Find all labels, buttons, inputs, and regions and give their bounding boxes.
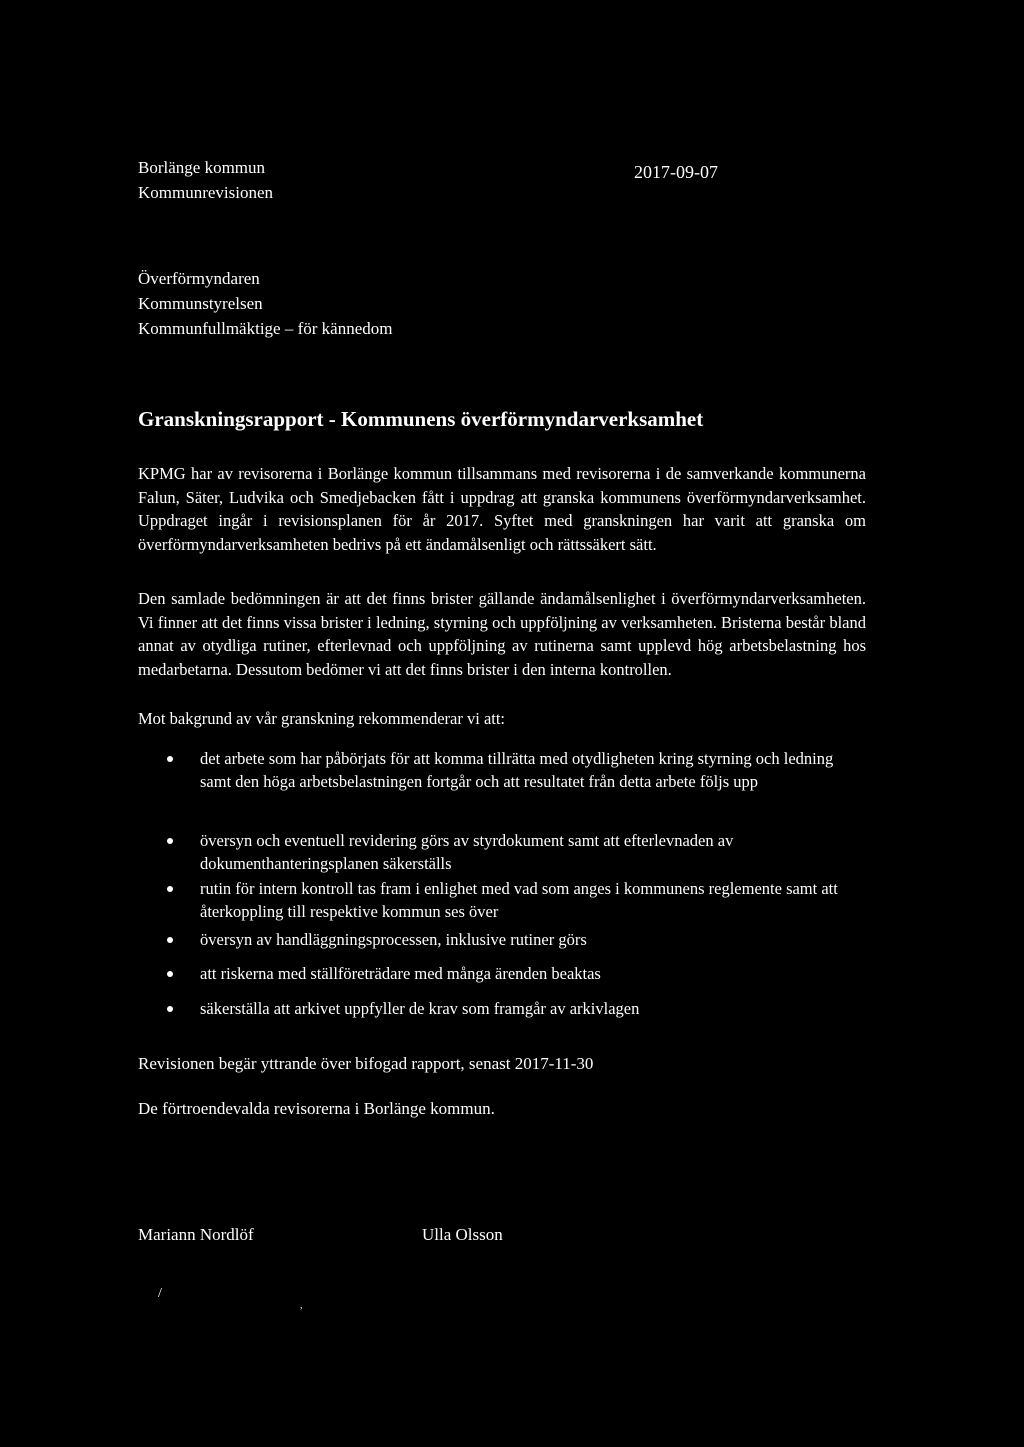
bullet-icon: [167, 937, 173, 943]
sender-block: [138, 155, 538, 205]
bullet-icon: [167, 1006, 173, 1012]
list-item: [138, 830, 866, 878]
list-item-text: rutin för intern kontroll tas fram i enlighet med vad som anges i kommunens reglemente samt att återkoppling till respektive kommun ses över: [200, 879, 838, 921]
paragraph-assessment: Den samlade bedömningen är att det finns brister gällande ändamålsenlighet i överförmyndarverksamheten. Vi finner att det finns vissa brister i ledning, styrning och uppföljning av verksamheten. Bristerna består bland annat av otydliga rutiner, efterlevnad och uppföljning av rutinerna samt upplevd hög arbetsbelastning hos medarbetarna. Dessutom bedömer vi att det finns brister i den interna kontrollen.: [138, 589, 866, 679]
statement-request: Revisionen begär yttrande över bifogad rapport, senast 2017-11-30: [138, 1054, 594, 1073]
sender-department: Kommunrevisionen: [138, 183, 274, 202]
sender-organization: Borlänge kommun: [138, 158, 266, 177]
bullet-icon: [167, 971, 173, 977]
recommendations-list: [138, 748, 866, 1028]
list-item-text: säkerställa att arkivet uppfyller de krav som framgår av arkivlagen: [200, 999, 640, 1018]
signatory-name: Mariann Nordlöf: [138, 1225, 254, 1244]
signoff: De förtroendevalda revisorerna i Borlänge kommun.: [138, 1099, 495, 1118]
bullet-icon: [167, 886, 173, 892]
list-item-text: översyn och eventuell revidering görs av styrdokument samt att efterlevnaden av dokumenthanteringsplanen säkerställs: [200, 831, 734, 873]
list-item-text: att riskerna med ställföreträdare med många ärenden beaktas: [200, 964, 601, 983]
list-item-text: översyn av handläggningsprocessen, inklusive rutiner görs: [200, 930, 587, 949]
recipients-block: [138, 266, 638, 341]
list-item: [138, 878, 866, 929]
signature-mark: ,: [300, 1300, 303, 1311]
list-item: [138, 748, 866, 830]
document-title: Granskningsrapport - Kommunens överförmyndarverksamhet: [138, 407, 704, 431]
list-item: [138, 963, 866, 998]
bullet-icon: [167, 756, 173, 762]
signatory-name: Ulla Olsson: [422, 1225, 503, 1244]
document-date: 2017-09-07: [634, 162, 718, 182]
signature-mark: /: [158, 1286, 162, 1301]
list-item-text: det arbete som har påbörjats för att komma tillrätta med otydligheten kring styrning och ledning samt den höga arbetsbelastningen fortgår och att resultatet från detta arbete följs upp: [200, 749, 834, 791]
recipient-item: Kommunstyrelsen: [138, 294, 263, 313]
recipient-item: Kommunfullmäktige – för kännedom: [138, 319, 393, 338]
recipient-item: Överförmyndaren: [138, 269, 260, 288]
list-item: [138, 929, 866, 963]
list-item: [138, 998, 866, 1028]
paragraph-recommendation-intro: Mot bakgrund av vår granskning rekommenderar vi att:: [138, 709, 506, 728]
bullet-icon: [167, 838, 173, 844]
paragraph-background: KPMG har av revisorerna i Borlänge kommun tillsammans med revisorerna i de samverkande kommunerna Falun, Säter, Ludvika och Smedjebacken fått i uppdrag att granska kommunens överförmyndarverksamhet. Uppdraget ingår i revisionsplanen för år 2017. Syftet med granskningen har varit att granska om överförmyndarverksamheten bedrivs på ett ändamålsenligt och rättssäkert sätt.: [138, 464, 866, 554]
